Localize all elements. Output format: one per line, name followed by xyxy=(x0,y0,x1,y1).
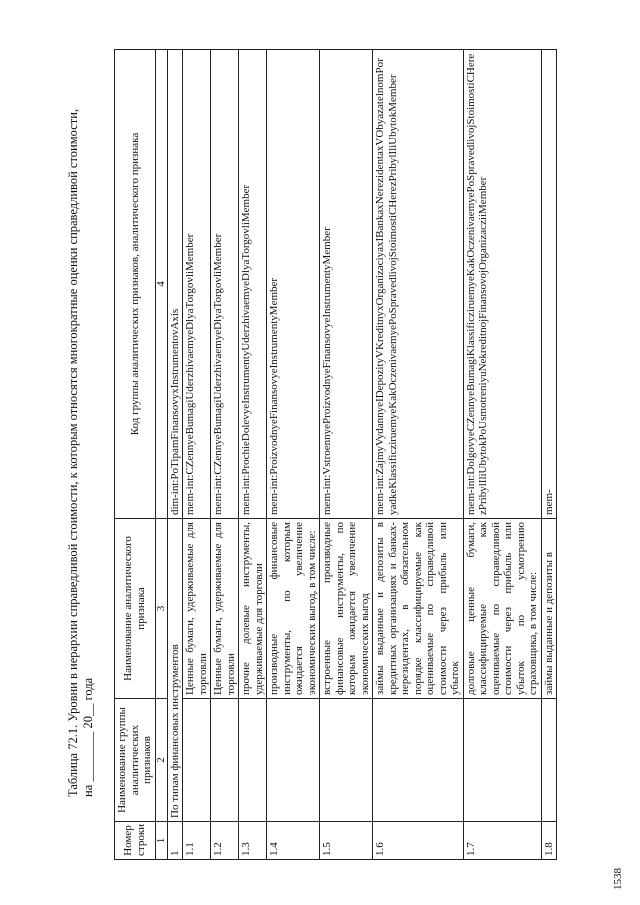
caption-line-1: Таблица 72.1. Уровни в иерархии справедливой стоимости, к которым относятся многократные оценки справедливой стоимости, xyxy=(66,108,80,797)
row-number: 1.2 xyxy=(211,822,239,860)
feature-name: Ценные бумаги, удерживаемые для торговли xyxy=(211,519,239,699)
feature-code: mem- xyxy=(541,50,557,519)
fair-value-table xyxy=(114,49,557,860)
feature-code: mem-int:ProchieDolevyeInstrumentyUderzhivaemyeDlyaTorgovliMember xyxy=(239,50,267,519)
row-number: 1.1 xyxy=(183,822,211,860)
col-number-3: 3 xyxy=(155,519,167,699)
table-row xyxy=(239,50,267,860)
row-number: 1.8 xyxy=(541,822,557,860)
feature-code: mem-int:ProizvodnyeFinansovyeInstrumentyMember xyxy=(267,50,320,519)
table-row xyxy=(211,50,239,860)
row-number: 1.7 xyxy=(463,822,541,860)
col-number-1: 1 xyxy=(155,822,167,860)
header-group-name: Наименование группы аналитических признаков xyxy=(115,699,156,822)
row-number: 1.5 xyxy=(320,822,373,860)
column-numbers-row xyxy=(155,50,167,860)
row-number: 1.4 xyxy=(267,822,320,860)
group-row xyxy=(167,50,183,860)
header-row-number: Номер строки xyxy=(115,822,156,860)
table-row xyxy=(541,50,557,860)
col-number-4: 4 xyxy=(155,50,167,519)
table-row xyxy=(267,50,320,860)
group-name: По типам финансовых инструментов xyxy=(167,519,183,822)
table-row xyxy=(373,50,464,860)
feature-name: займы выданные и депозиты в xyxy=(541,519,557,699)
group-code: dim-int:PoTipamFinansovyxInstrumentovAxis xyxy=(167,50,183,519)
header-row xyxy=(115,50,156,860)
feature-code: mem-int:CZennyeBumagiUderzhivaemyeDlyaTorgovliMember xyxy=(211,50,239,519)
feature-code: mem-int:DolgovyeCZennyeBumagiKlassificziruemyeKakOczenivaemyePoSpravedlivojStoimostiCHerezPribylIliUbytokPoUsmotreniyuNekreditnojFinansovojOrganizacziiMember xyxy=(463,50,541,519)
feature-code: mem-int:CZennyeBumagiUderzhivaemyeDlyaTorgovliMember xyxy=(183,50,211,519)
page-number: 1538 xyxy=(612,868,624,890)
header-feature-name: Наименование аналитического признака xyxy=(115,519,156,699)
col-number-2: 2 xyxy=(155,699,167,822)
feature-name: займы выданные и депозиты в кредитных организациях и банках-нерезидентах, в обязательном порядке классифицируемые как оцениваемые по справедливой стоимости через прибыль или убыток xyxy=(373,519,464,699)
table-row xyxy=(463,50,541,860)
table-caption xyxy=(66,52,96,797)
feature-code: mem-int:VstroennyeProizvodnyeFinansovyeInstrumentyMember xyxy=(320,50,373,519)
row-number: 1.6 xyxy=(373,822,464,860)
feature-code: mem-int:ZajmyVydannyeIDepozityVKreditnyxOrganizaciyaxIBankaxNerezidentaxVObyazatelnomPoryadkeKlassificziruemyeKakOczenivaemyePoSpravedlivojStoimostiCHerezPribylIliUbytokMember xyxy=(373,50,464,519)
table-row xyxy=(183,50,211,860)
feature-name: встроенные производные финансовые инструменты, по которым ожидается увеличение экономических выгод xyxy=(320,519,373,699)
header-code: Код группы аналитических признаков, аналитического признака xyxy=(115,50,156,519)
feature-name: производные финансовые инструменты, по которым ожидается увеличение экономических выгод, в том числе: xyxy=(267,519,320,699)
caption-line-2: на ________ 20__ года xyxy=(81,677,95,797)
feature-name: Ценные бумаги, удерживаемые для торговли xyxy=(183,519,211,699)
feature-name: прочие долевые инструменты, удерживаемые для торговли xyxy=(239,519,267,699)
row-number: 1 xyxy=(167,822,183,860)
feature-name: долговые ценные бумаги, классифицируемые как оцениваемые по справедливой стоимости через прибыль или убыток по усмотрению страховщика, в том числе: xyxy=(463,519,541,699)
table-row xyxy=(320,50,373,860)
row-number: 1.3 xyxy=(239,822,267,860)
